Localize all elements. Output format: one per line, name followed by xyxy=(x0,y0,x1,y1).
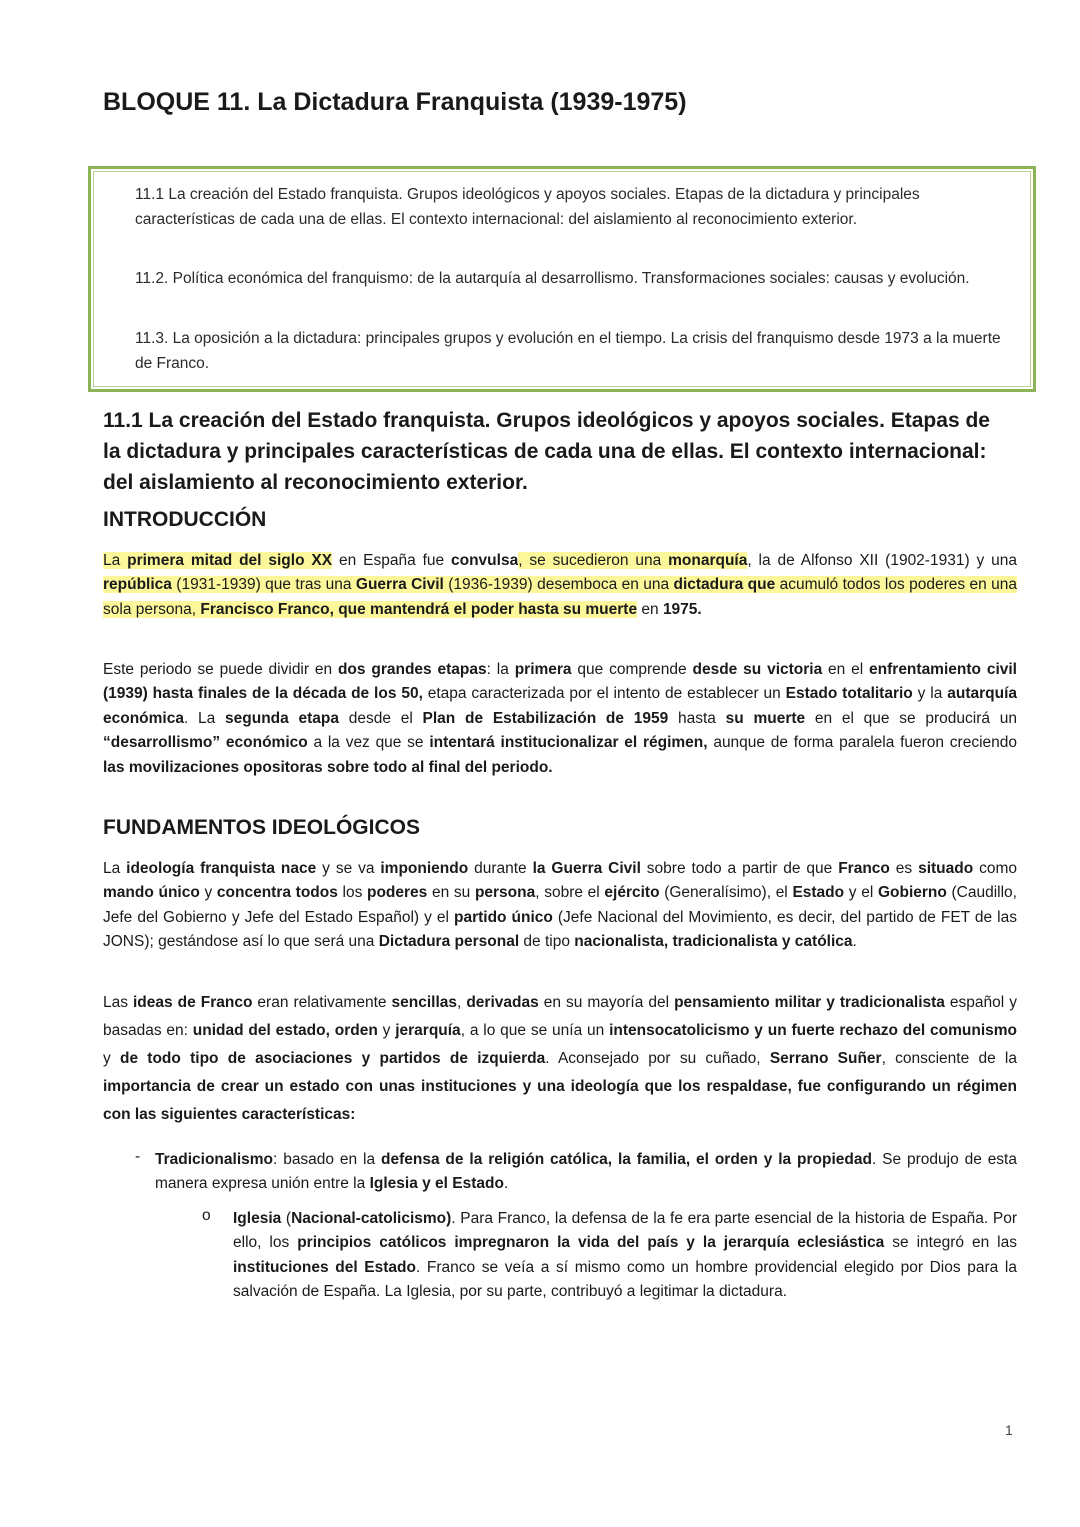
fundamentos-heading: FUNDAMENTOS IDEOLÓGICOS xyxy=(103,816,420,839)
highlight: La primera mitad del siglo XX xyxy=(103,552,333,569)
intro-heading: INTRODUCCIÓN xyxy=(103,508,267,531)
sub-bullet-marker: o xyxy=(202,1207,211,1224)
section-title: 11.1 La creación del Estado franquista. Grupos ideológicos y apoyos sociales. Etapas de la dictadura y principales características de cada una de ellas. El contexto internacional: del aislamiento al reconocimiento exterior. xyxy=(103,409,990,494)
fundamentos-paragraph-1: La ideología franquista nace y se va imponiendo durante la Guerra Civil sobre todo a partir de que Franco es situado como mando único y concentra todos los poderes en su persona, sobre el ejército (Generalísimo), el Estado y el Gobierno (Caudillo, Jefe del Gobierno y Jefe del Estado Español) y el partido único (Jefe Nacional del Movimiento, es decir, del partido de FET de las JONS); gestándose así lo que será una Dictadura personal de tipo nacionalista, tradicionalista y católica. xyxy=(103,860,1018,951)
intro-paragraph-1: La primera mitad del siglo XX en España fue convulsa, se sucedieron una monarquía, la de Alfonso XII (1902-1931) y una república (1931-1939) que tras una Guerra Civil (1936-1939) desemboca en una dictadura que acumuló todos los poderes en una sola persona, Francisco Franco, que mantendrá el poder hasta su muerte en 1975. xyxy=(103,552,1017,618)
bullet-marker: - xyxy=(135,1148,141,1165)
fundamentos-paragraph-2: Las ideas de Franco eran relativamente sencillas, derivadas en su mayoría del pensamiento militar y tradicionalista español y basadas en: unidad del estado, orden y jerarquía, a lo que se unía un intensocatolicismo y un fuerte rechazo del comunismo y de todo tipo de asociaciones y partidos de izquierda. Aconsejado por su cuñado, Serrano Suñer, consciente de la importancia de crear un estado con unas instituciones y una ideología que los respaldase, fue configurando un régimen con las siguientes características: xyxy=(103,994,1018,1123)
intro-paragraph-2: Este periodo se puede dividir en dos grandes etapas: la primera que comprende desde su victoria en el enfrentamiento civil (1939) hasta finales de la década de los 50, etapa caracterizada por el intento de establecer un Estado totalitario y la autarquía económica. La segunda etapa desde el Plan de Estabilización de 1959 hasta su muerte en el que se producirá un “desarrollismo” económico a la vez que se intentará institucionalizar el régimen, aunque de forma paralela fueron creciendo las movilizaciones opositoras sobre todo al final del periodo. xyxy=(103,661,1017,776)
summary-box xyxy=(88,166,1036,392)
summary-item-1: 11.1 La creación del Estado franquista. Grupos ideológicos y apoyos sociales. Etapas de la dictadura y principales características de cada una de ellas. El contexto internacional: del aislamiento al reconocimiento exterior. xyxy=(135,186,920,228)
sub-bullet-iglesia: Iglesia (Nacional-catolicismo). Para Franco, la defensa de la fe era parte esencial de la historia de España. Por ello, los principios católicos impregnaron la vida del país y la jerarquía eclesiástica se integró en las instituciones del Estado. Franco se veía a sí mismo como un hombre providencial elegido por Dios para la salvación de España. La Iglesia, por su parte, contribuyó a legitimar la dictadura. xyxy=(233,1210,1018,1301)
summary-item-2: 11.2. Política económica del franquismo: de la autarquía al desarrollismo. Transformaciones sociales: causas y evolución. xyxy=(135,270,970,287)
summary-item-3: 11.3. La oposición a la dictadura: principales grupos y evolución en el tiempo. La crisis del franquismo desde 1973 a la muerte de Franco. xyxy=(135,330,1001,372)
bullet-tradicionalismo: Tradicionalismo: basado en la defensa de la religión católica, la familia, el orden y la propiedad. Se produjo de esta manera expresa unión entre la Iglesia y el Estado. xyxy=(155,1151,1017,1193)
document-title: BLOQUE 11. La Dictadura Franquista (1939-1975) xyxy=(103,88,687,116)
page-number: 1 xyxy=(1005,1422,1013,1438)
